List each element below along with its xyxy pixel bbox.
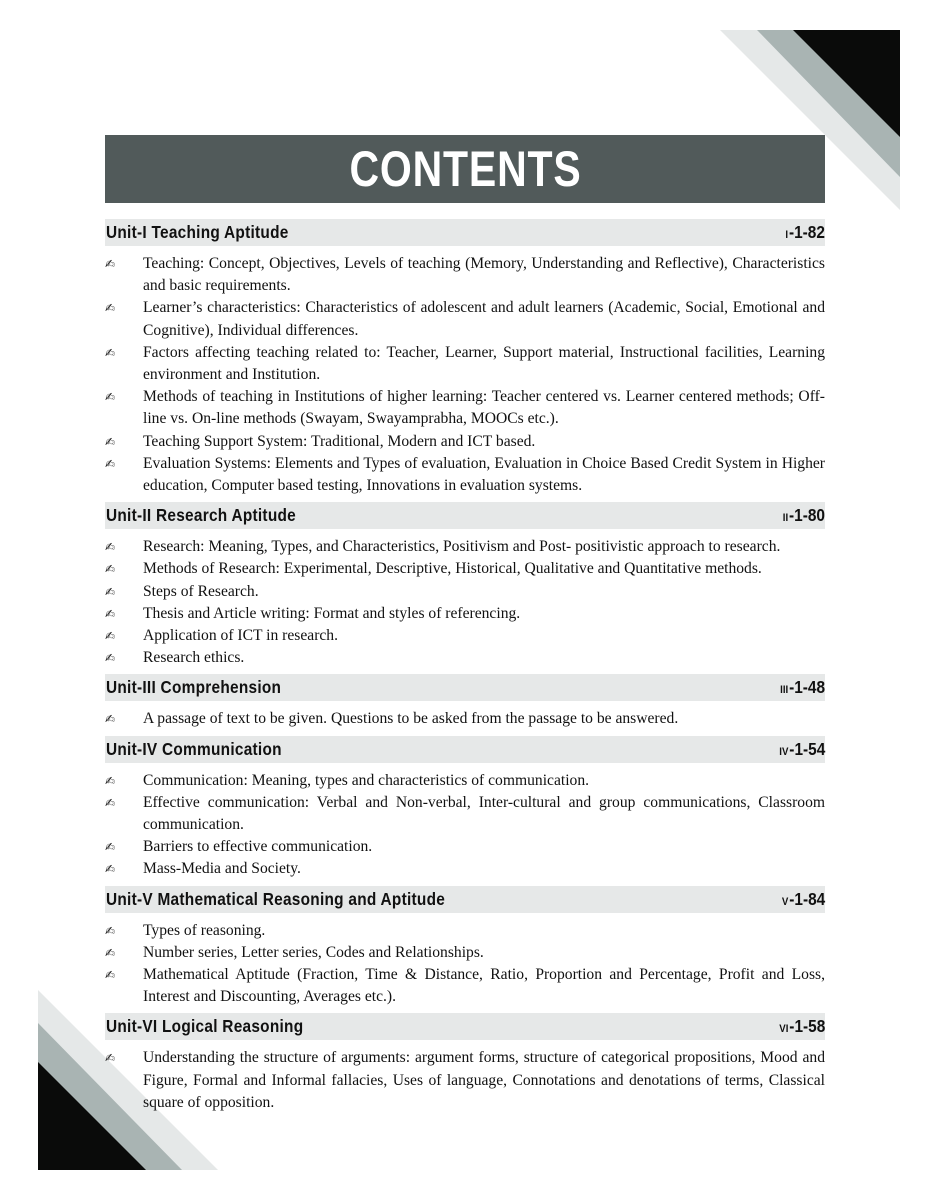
unit-heading <box>105 502 825 529</box>
unit-heading <box>105 674 825 701</box>
topic-item <box>105 625 825 647</box>
unit-roman: III <box>780 684 789 697</box>
writing-hand-icon: ✍ <box>105 923 116 938</box>
topic-list <box>105 701 825 735</box>
unit-section <box>105 502 825 674</box>
writing-hand-icon: ✍ <box>105 712 116 727</box>
unit-pages: -1-84 <box>789 888 825 909</box>
unit-section <box>105 886 825 1014</box>
writing-hand-icon: ✍ <box>105 301 116 316</box>
topic-item <box>105 942 825 964</box>
topic-text: Types of reasoning. <box>143 921 266 939</box>
unit-section <box>105 674 825 735</box>
topic-text: Number series, Letter series, Codes and Relationships. <box>143 943 484 961</box>
topic-item <box>105 536 825 558</box>
topic-item <box>105 792 825 836</box>
writing-hand-icon: ✍ <box>105 390 116 405</box>
writing-hand-icon: ✍ <box>105 773 116 788</box>
topic-item <box>105 770 825 792</box>
topic-text: Methods of teaching in Institutions of higher learning: Teacher centered vs. Learner centered methods; Off-line vs. On-line methods (Swayam, Swayamprabha, MOOCs etc.). <box>143 388 825 428</box>
unit-section <box>105 1013 825 1119</box>
unit-title: Unit-I Teaching Aptitude <box>106 222 289 242</box>
topic-item <box>105 858 825 880</box>
topic-item <box>105 1047 825 1114</box>
unit-page-range <box>779 739 825 760</box>
unit-heading <box>105 1013 825 1040</box>
writing-hand-icon: ✍ <box>105 456 116 471</box>
writing-hand-icon: ✍ <box>105 629 116 644</box>
topic-list <box>105 529 825 674</box>
unit-page-range <box>783 505 825 526</box>
topic-text: Methods of Research: Experimental, Descriptive, Historical, Qualitative and Quantitative methods. <box>143 560 762 578</box>
unit-pages: -1-82 <box>789 222 825 242</box>
writing-hand-icon: ✍ <box>105 257 116 271</box>
topic-item <box>105 581 825 603</box>
topic-item <box>105 342 825 386</box>
unit-page-range <box>779 1016 825 1037</box>
writing-hand-icon: ✍ <box>105 651 116 666</box>
writing-hand-icon: ✍ <box>105 540 116 555</box>
page-title-banner <box>105 135 825 203</box>
topic-item <box>105 836 825 858</box>
topic-list <box>105 913 825 1014</box>
unit-roman: VI <box>779 1023 789 1036</box>
topic-item <box>105 386 825 430</box>
topic-item <box>105 253 825 297</box>
topic-text: Teaching: Concept, Objectives, Levels of teaching (Memory, Understanding and Reflective), Characteristics and basic requirements. <box>143 255 825 295</box>
topic-text: Understanding the structure of arguments: argument forms, structure of categorical propositions, Mood and Figure, Formal and Informal fallacies, Uses of language, Connotations and denotations of terms, Classical square of opposition. <box>143 1049 825 1111</box>
topic-text: Communication: Meaning, types and characteristics of communication. <box>143 771 590 789</box>
unit-heading <box>105 736 825 763</box>
topic-item <box>105 558 825 580</box>
writing-hand-icon: ✍ <box>105 584 116 599</box>
unit-pages: -1-48 <box>789 677 825 698</box>
topic-text: Factors affecting teaching related to: Teacher, Learner, Support material, Instructional facilities, Learning environment and Institution. <box>143 343 825 384</box>
topic-text: Research: Meaning, Types, and Characteristics, Positivism and Post- positivistic approach to research. <box>143 538 781 556</box>
page-title: CONTENTS <box>348 141 582 197</box>
unit-section <box>105 736 825 886</box>
topic-item <box>105 708 825 730</box>
topic-list <box>105 246 825 502</box>
unit-pages: -1-58 <box>789 1016 825 1037</box>
topic-item <box>105 920 825 942</box>
unit-pages: -1-80 <box>789 505 825 526</box>
writing-hand-icon: ✍ <box>105 840 116 855</box>
topic-list <box>105 763 825 886</box>
topic-text: Research ethics. <box>143 649 245 667</box>
unit-pages: -1-54 <box>789 738 825 759</box>
unit-title: Unit-IV Communication <box>106 738 282 759</box>
topic-text: Barriers to effective communication. <box>143 838 373 856</box>
topic-item <box>105 603 825 625</box>
topic-text: Evaluation Systems: Elements and Types of evaluation, Evaluation in Choice Based Credit System in Higher education, Computer based testing, Innovations in evaluation systems. <box>143 454 825 495</box>
unit-title: Unit-III Comprehension <box>106 677 282 698</box>
writing-hand-icon: ✍ <box>105 862 116 877</box>
unit-title: Unit-II Research Aptitude <box>106 505 296 526</box>
topic-item <box>105 647 825 669</box>
topic-item <box>105 964 825 1008</box>
writing-hand-icon: ✍ <box>105 1051 116 1066</box>
unit-page-range <box>780 677 825 698</box>
topic-text: A passage of text to be given. Questions to be asked from the passage to be answered. <box>143 710 679 728</box>
topic-item <box>105 297 825 341</box>
contents-list <box>105 219 825 1119</box>
topic-text: Steps of Research. <box>143 582 259 600</box>
unit-roman: IV <box>779 745 789 758</box>
topic-text: Mathematical Aptitude (Fraction, Time & Distance, Ratio, Proportion and Percentage, Profit and Loss, Interest and Discounting, Averages etc.). <box>143 966 825 1006</box>
unit-title: Unit-VI Logical Reasoning <box>106 1016 304 1037</box>
unit-page-range <box>782 889 825 910</box>
unit-heading <box>105 219 825 246</box>
writing-hand-icon: ✍ <box>105 945 116 960</box>
topic-text: Effective communication: Verbal and Non-verbal, Inter-cultural and group communications, Classroom communication. <box>143 793 825 834</box>
unit-heading <box>105 886 825 913</box>
topic-text: Learner’s characteristics: Characteristics of adolescent and adult learners (Academic, Social, Emotional and Cognitive), Individual differences. <box>143 299 825 339</box>
topic-item <box>105 431 825 453</box>
topic-text: Teaching Support System: Traditional, Modern and ICT based. <box>143 432 536 450</box>
topic-item <box>105 453 825 497</box>
writing-hand-icon: ✍ <box>105 606 116 621</box>
unit-title: Unit-V Mathematical Reasoning and Aptitude <box>106 888 446 909</box>
writing-hand-icon: ✍ <box>105 795 116 810</box>
topic-text: Thesis and Article writing: Format and styles of referencing. <box>143 604 521 622</box>
writing-hand-icon: ✍ <box>105 345 116 360</box>
unit-roman: II <box>782 512 789 525</box>
writing-hand-icon: ✍ <box>105 434 116 449</box>
unit-page-range <box>785 222 825 243</box>
writing-hand-icon: ✍ <box>105 562 116 577</box>
unit-roman: I <box>785 229 789 241</box>
unit-roman: V <box>781 895 789 908</box>
unit-section <box>105 219 825 502</box>
topic-list <box>105 1040 825 1119</box>
topic-text: Mass-Media and Society. <box>143 860 301 878</box>
writing-hand-icon: ✍ <box>105 968 116 983</box>
topic-text: Application of ICT in research. <box>143 627 339 645</box>
